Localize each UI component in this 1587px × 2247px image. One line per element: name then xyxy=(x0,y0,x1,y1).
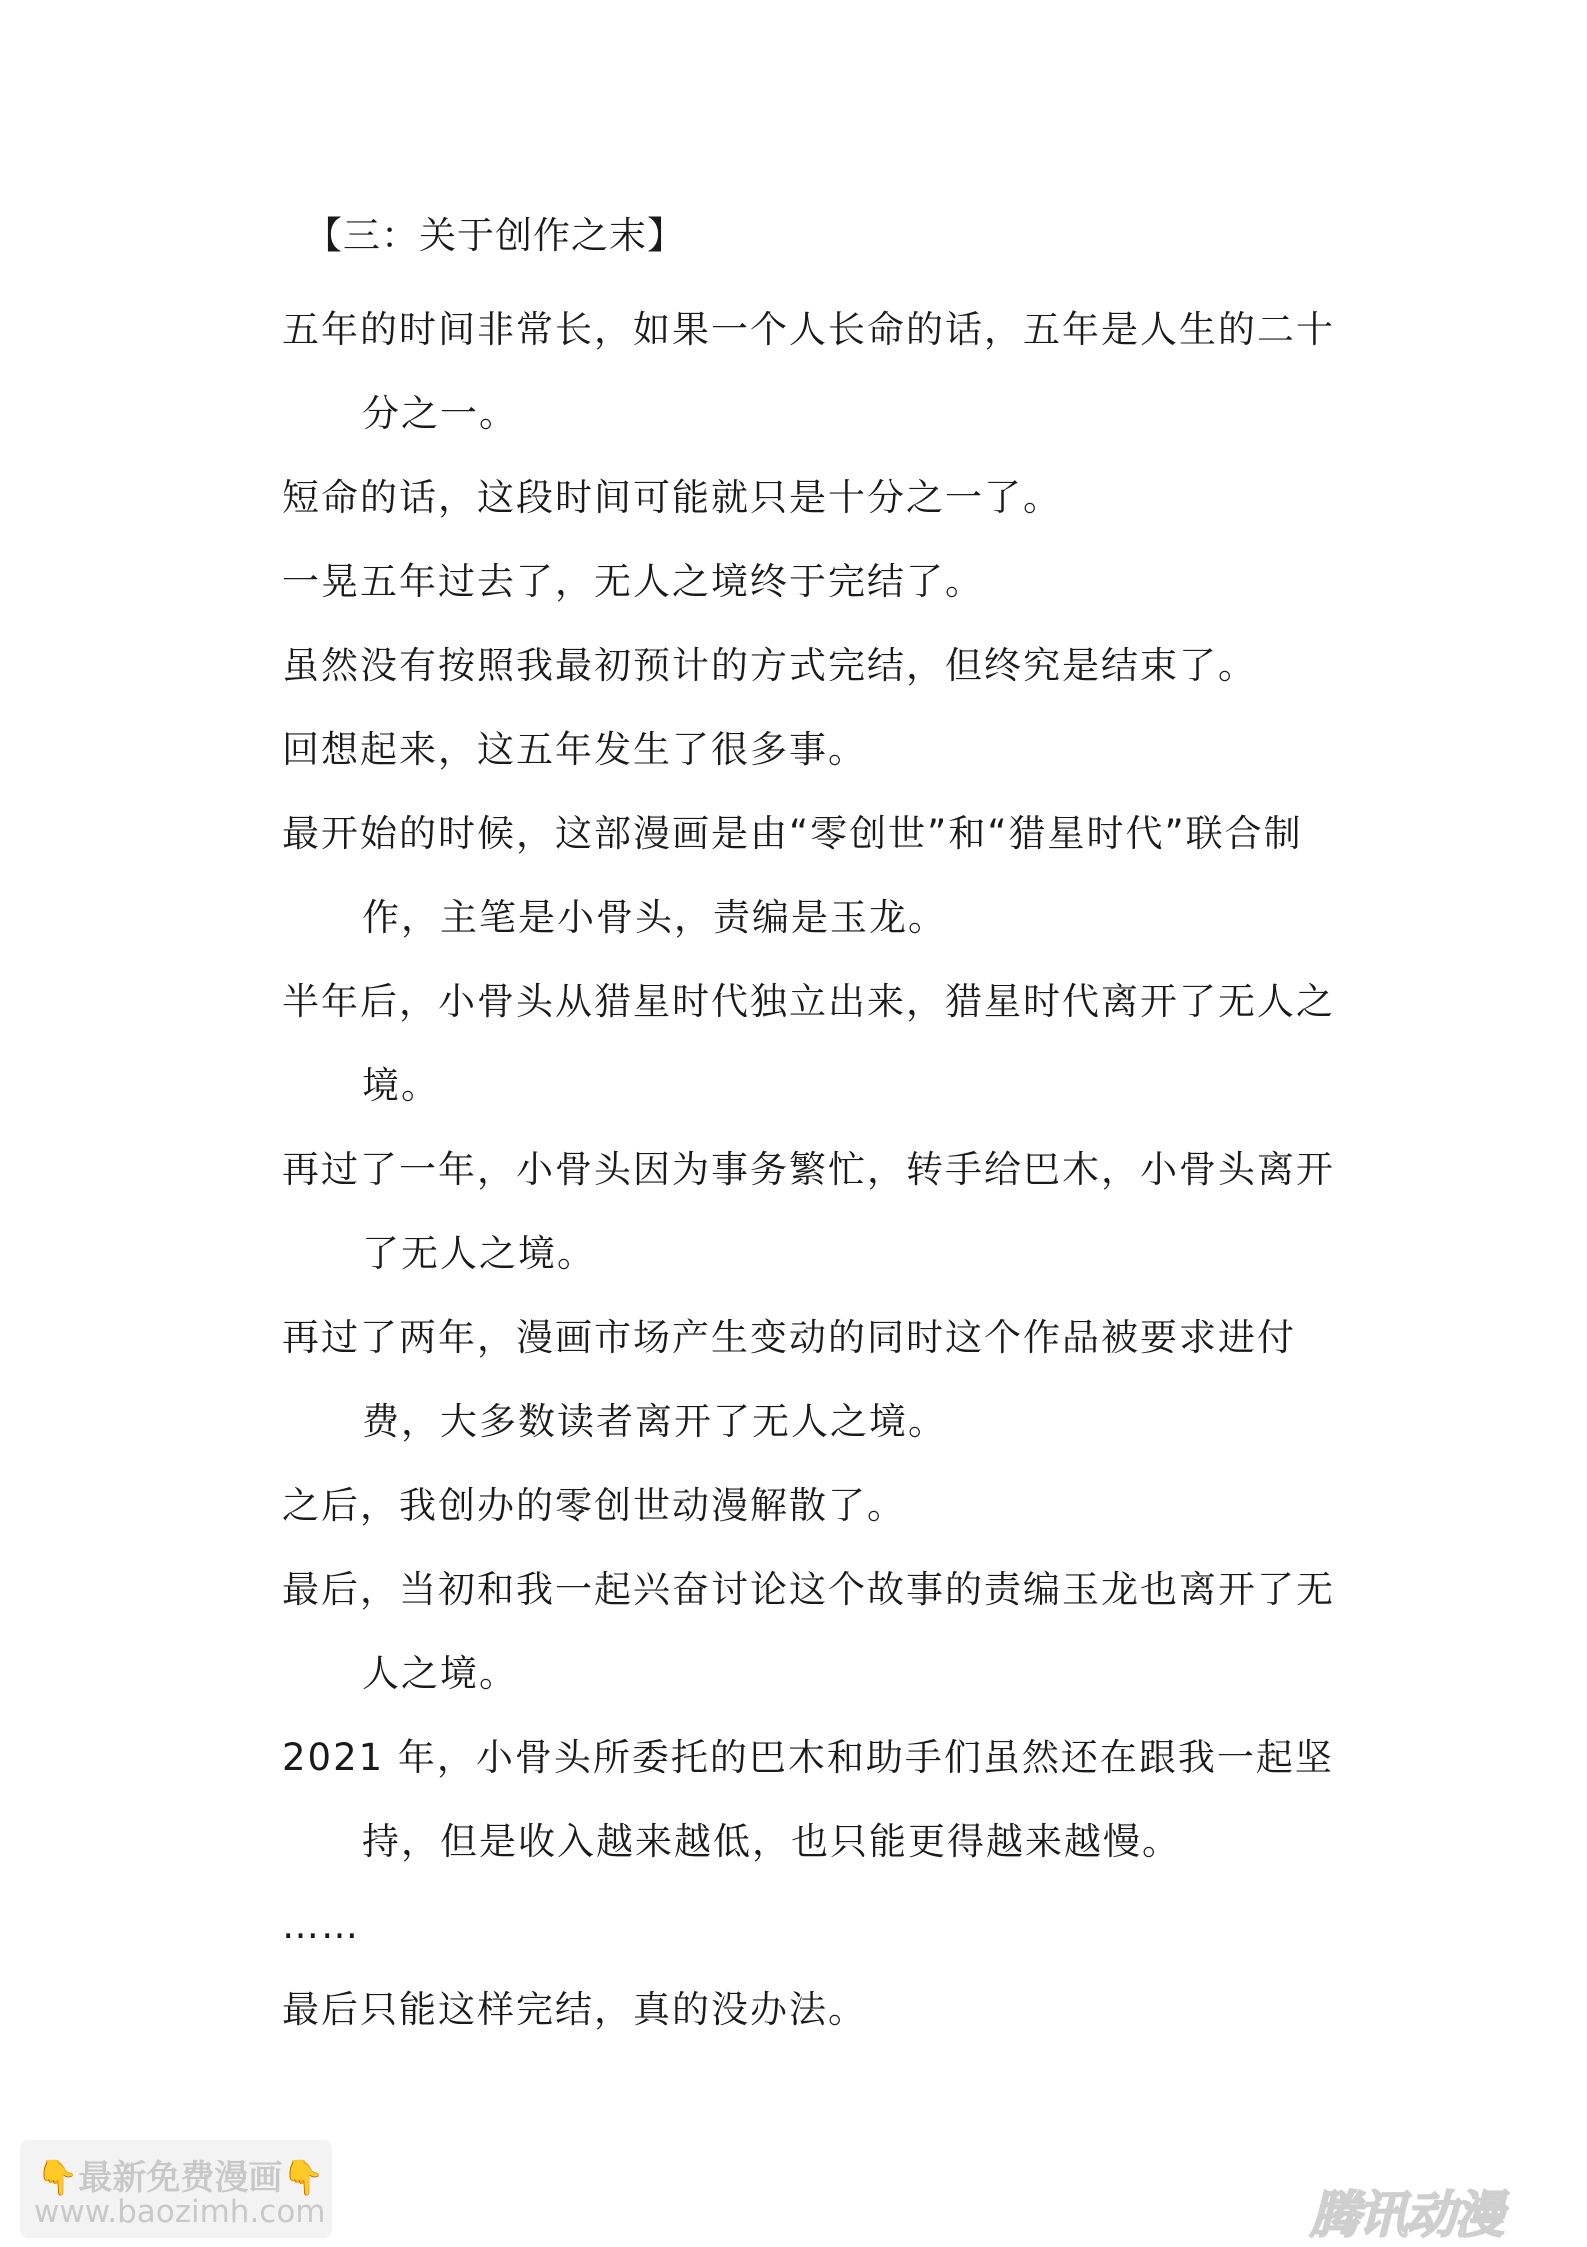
body-text xyxy=(282,288,1362,2052)
baozimh-watermark xyxy=(20,2140,332,2238)
paragraph-1: 五年的时间非常长，如果一个人长命的话，五年是人生的二十分之一。 xyxy=(282,308,1335,435)
section-heading: 【三：关于创作之末】 xyxy=(305,214,685,257)
paragraph-6: 最开始的时候，这部漫画是由“零创世”和“猎星时代”联合制作，主笔是小骨头，责编是玉龙。 xyxy=(282,812,1303,939)
watermark-title-line xyxy=(36,2150,325,2199)
paragraph-9: 再过了两年，漫画市场产生变动的同时这个作品被要求进付费，大多数读者离开了无人之境。 xyxy=(282,1316,1296,1443)
paragraph-5: 回想起来，这五年发生了很多事。 xyxy=(282,728,867,771)
paragraph-3: 一晃五年过去了，无人之境终于完结了。 xyxy=(282,560,984,603)
paragraph-10: 之后，我创办的零创世动漫解散了。 xyxy=(282,1484,906,1527)
paragraph-12: 2021 年，小骨头所委托的巴木和助手们虽然还在跟我一起坚持，但是收入越来越低，也只能更得越来越慢。 xyxy=(282,1736,1334,1863)
watermark-title: 最新免费漫画 xyxy=(78,2158,283,2198)
paragraph-2: 短命的话，这段时间可能就只是十分之一了。 xyxy=(282,476,1062,519)
paragraph-11: 最后，当初和我一起兴奋讨论这个故事的责编玉龙也离开了无人之境。 xyxy=(282,1568,1335,1695)
tencent-comic-logo: 腾讯动漫 xyxy=(1310,2186,1502,2244)
pointing-down-hand-icon: 👇 xyxy=(36,2158,79,2198)
paragraph-14: 最后只能这样完结，真的没办法。 xyxy=(282,1988,867,2031)
watermark-url: www.baozimh.com xyxy=(34,2194,326,2230)
paragraph-13: …… xyxy=(282,1904,360,1947)
paragraph-7: 半年后，小骨头从猎星时代独立出来，猎星时代离开了无人之境。 xyxy=(282,980,1335,1107)
paragraph-8: 再过了一年，小骨头因为事务繁忙，转手给巴木，小骨头离开了无人之境。 xyxy=(282,1148,1335,1275)
pointing-down-hand-icon: 👇 xyxy=(282,2158,325,2198)
paragraph-4: 虽然没有按照我最初预计的方式完结，但终究是结束了。 xyxy=(282,644,1257,687)
